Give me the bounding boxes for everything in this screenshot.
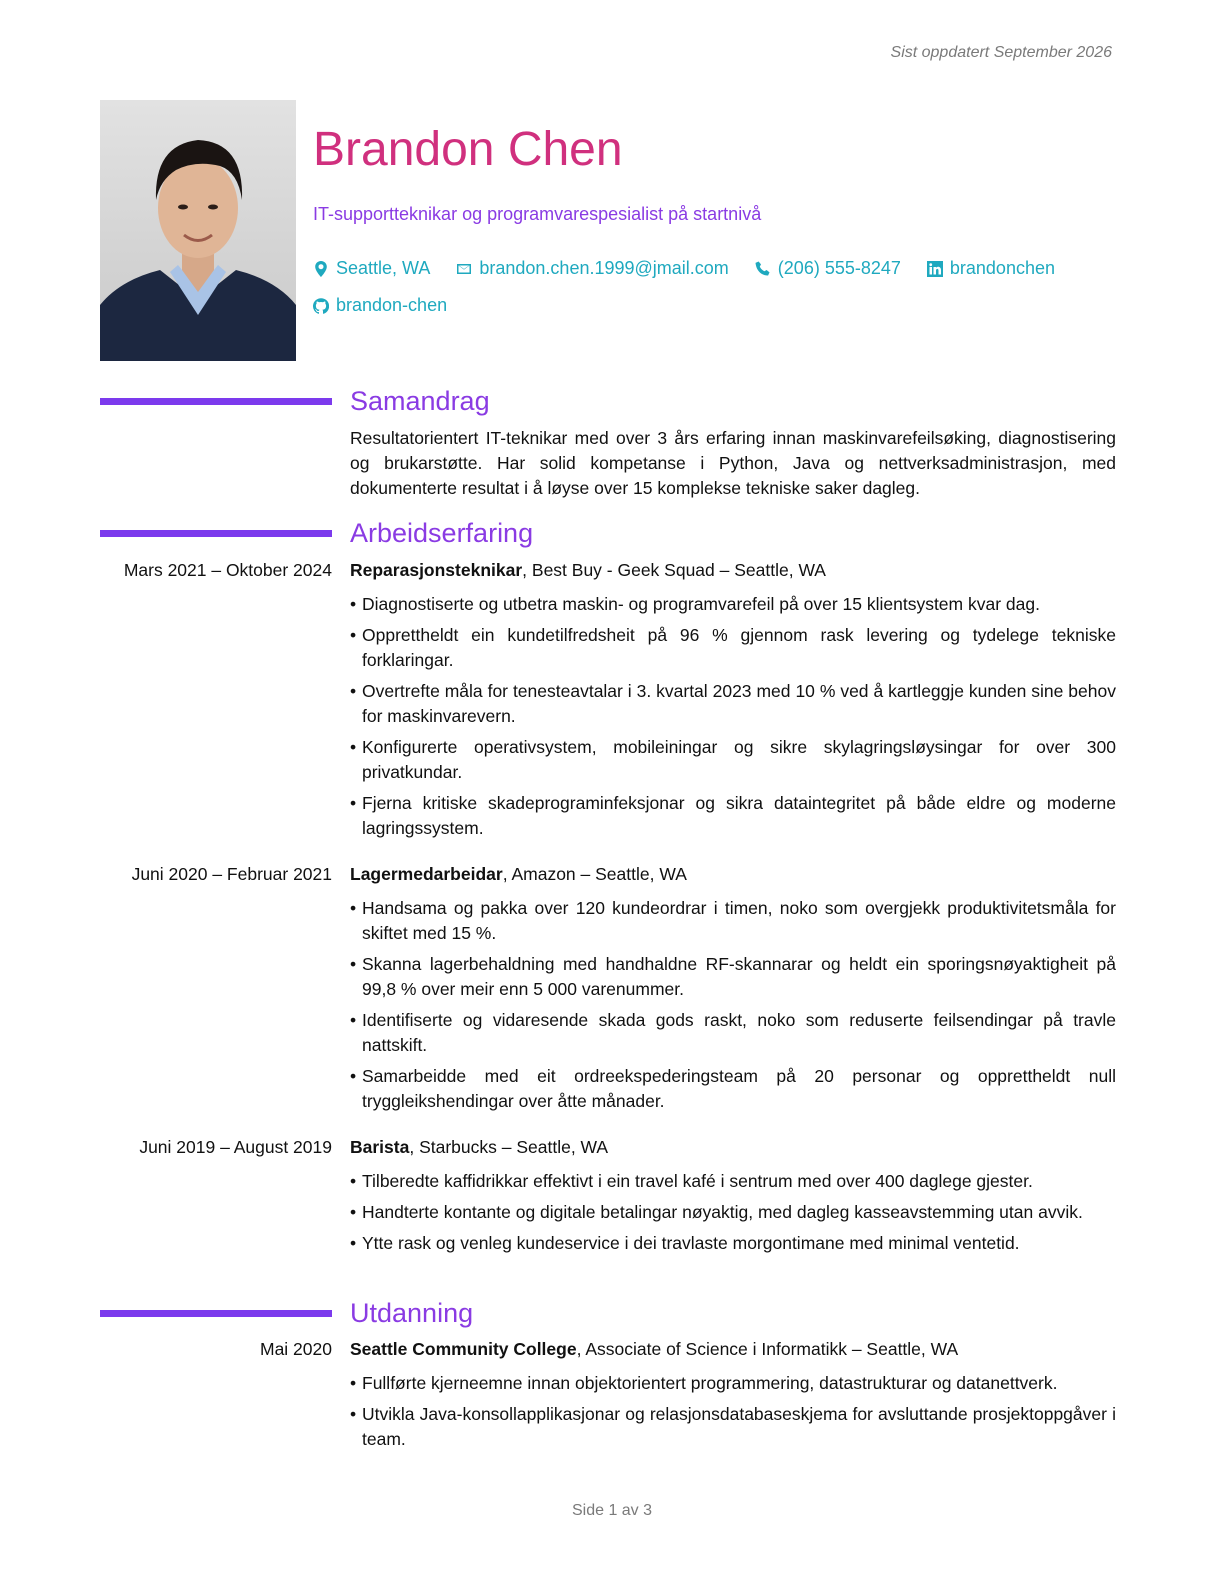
contact-phone[interactable] bbox=[755, 258, 901, 279]
list-item: • Konfigurerte operativsystem, mobileiningar og sikre skylagringsløysingar for over 300 privatkundar. bbox=[350, 735, 1116, 785]
list-item: • Handsama og pakka over 120 kundeordrar i timen, noko som overgjekk produktivitetsmåla for skiftet med 15 %. bbox=[350, 896, 1116, 946]
section-rule bbox=[100, 530, 332, 537]
job-dates: Juni 2019 – August 2019 bbox=[139, 1137, 332, 1157]
last-updated: Sist oppdatert September 2026 bbox=[890, 44, 1112, 61]
summary-heading: Samandrag bbox=[350, 386, 490, 416]
list-item: • Fjerna kritiske skadeprograminfeksjonar og sikra dataintegritet på både eldre og moderne lagringssystem. bbox=[350, 791, 1116, 841]
phone-link[interactable]: (206) 555-8247 bbox=[777, 258, 901, 278]
list-item: • Samarbeidde med eit ordreekspederingsteam på 20 personar og opprettheldt null tryggleikshendingar over åtte månader. bbox=[350, 1064, 1116, 1114]
education-bullets bbox=[350, 1371, 1116, 1458]
list-item: • Ytte rask og venleg kundeservice i dei travlaste morgontimane med minimal ventetid. bbox=[350, 1231, 1116, 1256]
section-rule bbox=[100, 1310, 332, 1317]
github-link[interactable]: brandon-chen bbox=[336, 295, 448, 315]
location-pin-icon bbox=[313, 261, 329, 277]
job-role: Lagermedarbeidar bbox=[350, 864, 503, 884]
list-item: • Diagnostiserte og utbetra maskin- og programvarefeil på over 15 klientsystem kvar dag. bbox=[350, 592, 1116, 617]
job-heading bbox=[350, 864, 687, 885]
linkedin-icon bbox=[927, 261, 943, 277]
email-link[interactable]: brandon.chen.1999@jmail.com bbox=[479, 258, 729, 278]
page-number: Side 1 av 3 bbox=[571, 1502, 653, 1519]
job-bullets bbox=[350, 1169, 1116, 1262]
job-dates: Juni 2020 – Februar 2021 bbox=[131, 864, 332, 884]
linkedin-link[interactable]: brandonchen bbox=[949, 258, 1055, 278]
job-heading bbox=[350, 560, 826, 581]
experience-heading: Arbeidserfaring bbox=[350, 518, 534, 548]
job-title: IT-supportteknikar og programvarespesialist på startnivå bbox=[313, 204, 762, 224]
profile-photo bbox=[100, 100, 296, 361]
contact-linkedin[interactable] bbox=[927, 258, 1055, 279]
list-item: • Handterte kontante og digitale betalingar nøyaktig, med dagleg kasseavstemming utan avvik. bbox=[350, 1200, 1116, 1225]
job-employer: , Best Buy - Geek Squad – Seattle, WA bbox=[522, 560, 826, 580]
phone-icon bbox=[755, 261, 771, 277]
education-heading: Utdanning bbox=[350, 1298, 474, 1328]
list-item: • Skanna lagerbehaldning med handhaldne RF-skannarar og heldt ein sporingsnøyaktigheit på 99,8 % over meir enn 5 000 varenummer. bbox=[350, 952, 1116, 1002]
degree: , Associate of Science i Informatikk – Seattle, WA bbox=[576, 1339, 959, 1359]
github-icon bbox=[313, 298, 329, 314]
summary-text: Resultatorientert IT-teknikar med over 3 års erfaring innan maskinvarefeilsøking, diagnostisering og brukarstøtte. Har solid kompetanse i Python, Java og nettverksadministrasjon, med dokumenterte resultat i å løyse over 15 komplekse tekniske saker dagleg. bbox=[350, 428, 1116, 498]
school-name: Seattle Community College bbox=[350, 1339, 577, 1359]
job-employer: , Starbucks – Seattle, WA bbox=[409, 1137, 609, 1157]
list-item: • Opprettheldt ein kundetilfredsheit på 96 % gjennom rask levering og tydelege tekniske forklaringar. bbox=[350, 623, 1116, 673]
contact-email[interactable] bbox=[456, 258, 728, 279]
job-role: Barista bbox=[350, 1137, 410, 1157]
contact-github[interactable] bbox=[313, 295, 447, 316]
job-bullets bbox=[350, 896, 1116, 1120]
location-text: Seattle, WA bbox=[336, 258, 431, 278]
section-rule bbox=[100, 398, 332, 405]
candidate-name: Brandon Chen bbox=[313, 123, 623, 176]
job-employer: , Amazon – Seattle, WA bbox=[502, 864, 687, 884]
portrait-illustration bbox=[100, 100, 296, 361]
contact-list bbox=[313, 258, 1113, 316]
list-item: • Identifiserte og vidaresende skada gods raskt, noko som reduserte feilsendingar på travle nattskift. bbox=[350, 1008, 1116, 1058]
list-item: • Tilberedte kaffidrikkar effektivt i ein travel kafé i sentrum med over 400 daglege gjester. bbox=[350, 1169, 1116, 1194]
job-role: Reparasjonsteknikar bbox=[350, 560, 523, 580]
envelope-icon bbox=[456, 261, 472, 277]
list-item: • Utvikla Java-konsollapplikasjonar og relasjonsdatabaseskjema for avsluttande prosjektoppgåver i team. bbox=[350, 1402, 1116, 1452]
job-bullets bbox=[350, 592, 1116, 847]
education-dates: Mai 2020 bbox=[260, 1339, 332, 1359]
job-dates: Mars 2021 – Oktober 2024 bbox=[123, 560, 332, 580]
job-heading bbox=[350, 1137, 608, 1158]
list-item: • Overtrefte måla for tenesteavtalar i 3. kvartal 2023 med 10 % ved å kartleggje kunden sine behov for maskinvarevern. bbox=[350, 679, 1116, 729]
contact-location bbox=[313, 258, 430, 279]
education-heading-line bbox=[350, 1339, 958, 1360]
list-item: • Fullførte kjerneemne innan objektorientert programmering, datastrukturar og datanettverk. bbox=[350, 1371, 1116, 1396]
